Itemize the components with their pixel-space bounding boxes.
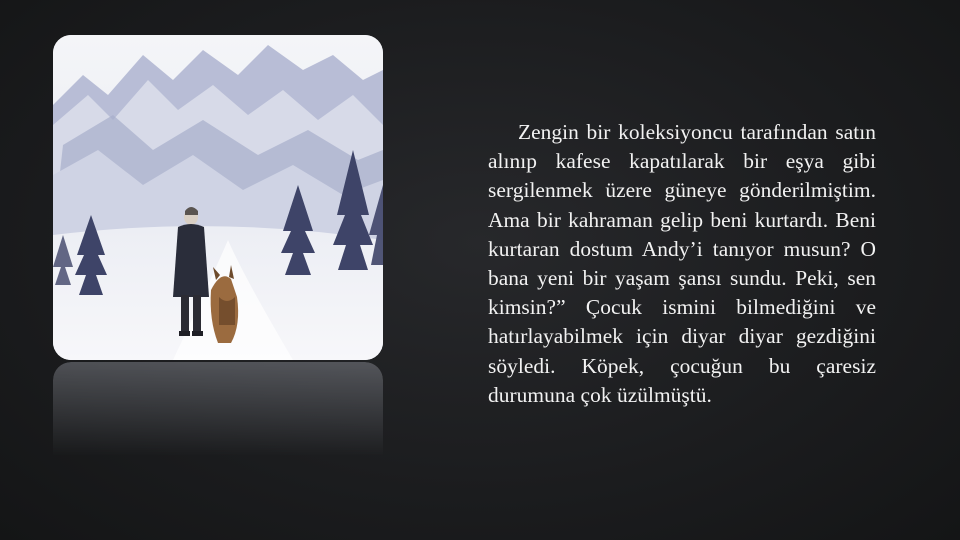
winter-illustration xyxy=(53,35,383,360)
story-paragraph: Zengin bir koleksiyoncu tarafından satın alınıp kafese kapatılarak bir eşya gibi sergilenmek üzere güneye gönderilmiştim. Ama bir kahraman gelip beni kurtardı. Beni kurtaran dostum Andy’i tanıyor musun? O bana yeni bir yaşam şansı sundu. Peki, sen kimsin?” Çocuk ismini bilmediğini ve hatırlayabilmek için diyar diyar gezdiğini söyledi. Köpek, çocuğun bu çaresiz durumuna çok üzülmüştü. xyxy=(488,120,876,407)
illustration-reflection xyxy=(53,362,383,457)
winter-walk-icon xyxy=(53,35,383,360)
